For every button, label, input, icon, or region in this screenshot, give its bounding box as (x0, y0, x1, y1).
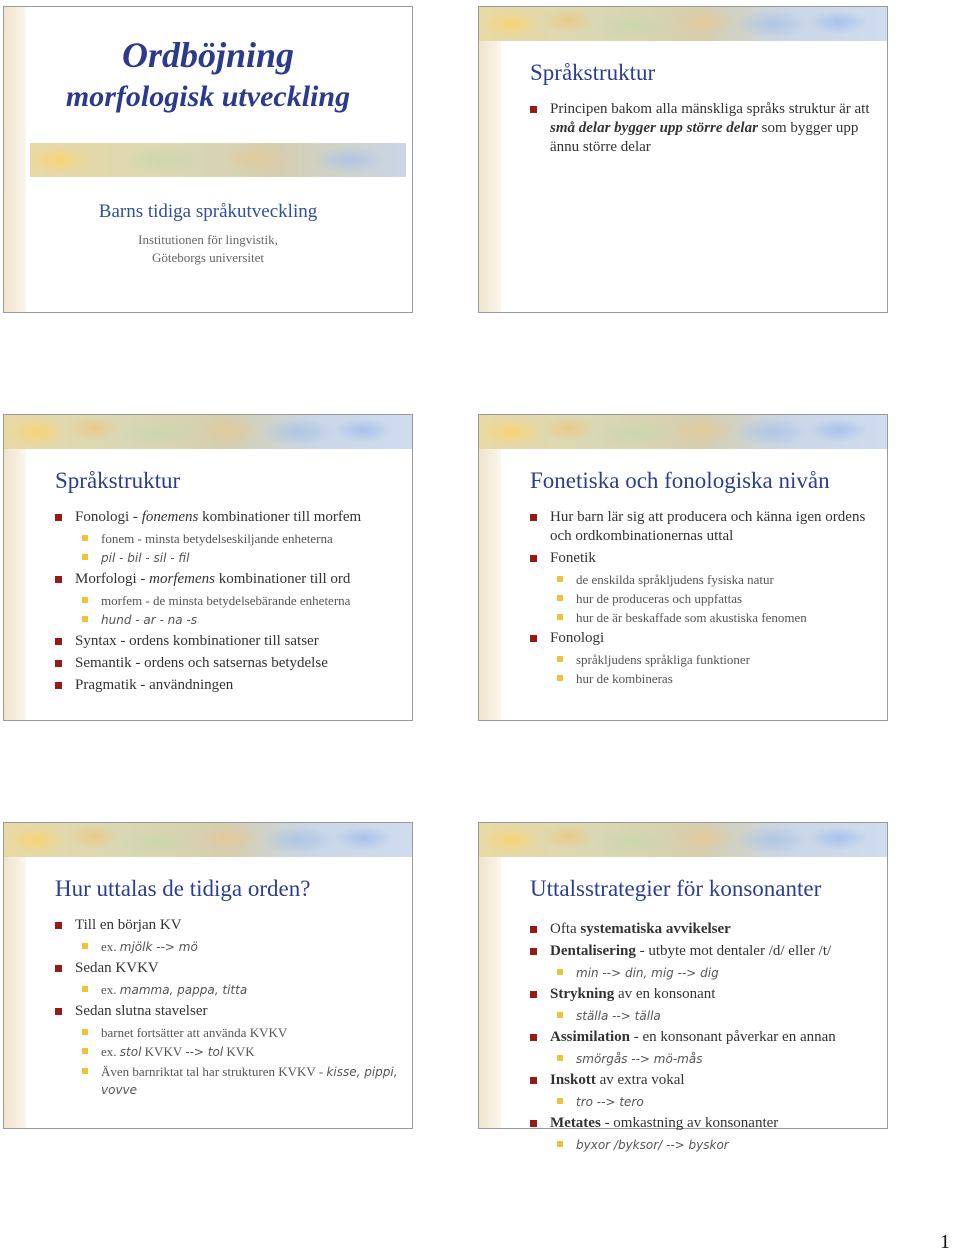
bullet-principle (530, 100, 873, 157)
bullet-square-icon (530, 926, 537, 933)
bullet-square-icon (557, 614, 563, 620)
bullet-emphasis: Inskott (550, 1072, 596, 1088)
bullet-text: Hur barn lär sig att producera och känna igen ordens och ordkombinationernas uttal (550, 509, 866, 544)
bullet-text: Principen bakom alla mänskliga språks struktur är att (550, 101, 870, 117)
sub-bullet-text: Även barnriktat tal har strukturen KVKV - (101, 1064, 327, 1079)
page-number: 1 (940, 1231, 950, 1253)
bullet-text: av extra vokal (595, 1072, 685, 1088)
slide-5-content (55, 913, 398, 1101)
flower-banner-image (30, 143, 406, 177)
bullet-text: kombinationer till ord (215, 571, 351, 587)
sub-bullet (530, 1050, 873, 1068)
bullet-fonologi (55, 508, 398, 527)
bullet-square-icon (557, 969, 563, 975)
bullet-morfologi (55, 570, 398, 589)
bullet-inskott (530, 1071, 873, 1090)
slide-5-title: Hur uttalas de tidiga orden? (55, 876, 311, 901)
sub-bullet (55, 592, 398, 609)
sub-bullet (530, 670, 873, 687)
sub-bullet-example: smörgås --> mö-mås (576, 1052, 703, 1066)
sub-bullet-text: hund - ar - na -s (101, 613, 197, 627)
sub-bullet (530, 609, 873, 626)
slide-3-title: Språkstruktur (55, 468, 181, 493)
sub-bullet (530, 1093, 873, 1111)
sub-bullet-text: morfem - de minsta betydelsebärande enheterna (101, 593, 351, 608)
bullet-square-icon (82, 943, 88, 949)
bullet-square-icon (55, 576, 62, 583)
slide-2 (478, 6, 888, 313)
sub-bullet-text: hur de kombineras (576, 671, 673, 686)
sub-bullet-text: ex. (101, 982, 120, 997)
slide-4-content (530, 505, 873, 689)
sub-bullet (530, 571, 873, 588)
bullet-square-icon (82, 616, 88, 622)
title-line-2: morfologisk utveckling (65, 80, 351, 113)
bullet-square-icon (82, 1068, 88, 1074)
sub-bullet (55, 1024, 398, 1041)
slide-4 (478, 414, 888, 721)
sub-bullet (55, 981, 398, 999)
bullet-square-icon (557, 595, 563, 601)
bullet-square-icon (55, 1008, 62, 1015)
bullet-emphasis: systematiska avvikelser (580, 921, 731, 937)
bullet-text: - utbyte mot dentaler /d/ eller /t/ (635, 943, 832, 959)
bullet-square-icon (82, 554, 88, 560)
bullet-emphasis: Strykning (550, 986, 615, 1002)
bullet-square-icon (557, 576, 563, 582)
bullet-intro (530, 508, 873, 546)
bullet-semantik (55, 654, 398, 673)
bullet-text: Sedan KVKV (75, 960, 159, 976)
bullet-syntax (55, 632, 398, 651)
slide-1 (3, 6, 413, 313)
sub-bullet-text: barnet fortsätter att använda KVKV (101, 1025, 288, 1040)
bullet-text: Semantik - ordens och satsernas betydelse (75, 655, 328, 671)
slide-6-title: Uttalsstrategier för konsonanter (530, 876, 822, 901)
bullet-text: av en konsonant (614, 986, 716, 1002)
flower-banner-image (479, 7, 887, 41)
bullet-assimilation (530, 1028, 873, 1047)
slide-decoration-strip (4, 823, 26, 1128)
bullet-emphasis: Assimilation (550, 1029, 631, 1045)
sub-bullet (55, 1063, 398, 1099)
slide-2-title: Språkstruktur (530, 60, 656, 85)
slide-6-content (530, 917, 873, 1156)
bullet-square-icon (55, 638, 62, 645)
bullet-square-icon (82, 1029, 88, 1035)
sub-bullet-example: --> tol (185, 1045, 224, 1059)
sub-bullet-text: KVKV (141, 1044, 186, 1059)
institute-line-1: Institutionen för lingvistik, (138, 232, 278, 247)
bullet-square-icon (55, 514, 62, 521)
sub-bullet (530, 590, 873, 607)
sub-bullet-example: kisse, pippi, vovve (101, 1065, 398, 1097)
bullet-kvkv (55, 959, 398, 978)
sub-bullet (530, 651, 873, 668)
bullet-text: Morfologi - (75, 571, 150, 587)
sub-bullet-text: ex. (101, 939, 120, 954)
slide-6 (478, 822, 888, 1152)
bullet-kv (55, 916, 398, 935)
sub-bullet (530, 1136, 873, 1154)
flower-banner-image (4, 823, 412, 857)
flower-banner-image (479, 823, 887, 857)
sub-bullet-example: mjölk --> mö (119, 940, 198, 954)
bullet-square-icon (530, 991, 537, 998)
flower-banner-image (479, 415, 887, 449)
bullet-text: Syntax - ordens kombinationer till satser (75, 633, 319, 649)
bullet-square-icon (530, 555, 537, 562)
sub-bullet-example: tro --> tero (576, 1095, 644, 1109)
bullet-square-icon (557, 1141, 563, 1147)
bullet-square-icon (557, 656, 563, 662)
sub-bullet-text: hur de produceras och uppfattas (576, 591, 743, 606)
sub-bullet-example: stol (119, 1045, 142, 1059)
sub-bullet-text: KVK (223, 1044, 255, 1059)
bullet-text: som bygger upp ännu större delar (550, 120, 859, 155)
bullet-text: Sedan slutna stavelser (75, 1003, 208, 1019)
bullet-fonologi (530, 629, 873, 648)
bullet-square-icon (557, 675, 563, 681)
bullet-text: Fonetik (550, 550, 596, 566)
bullet-square-icon (82, 1048, 88, 1054)
slide-3-content (55, 505, 398, 698)
bullet-text: kombinationer till morfem (198, 509, 362, 525)
sub-bullet (55, 549, 398, 567)
slide-decoration-strip (479, 7, 501, 312)
bullet-emphasis: morfemens (149, 571, 215, 587)
sub-bullet (530, 1007, 873, 1025)
bullet-square-icon (55, 660, 62, 667)
title-line-1: Ordböjning (121, 35, 295, 75)
bullet-metates (530, 1114, 873, 1133)
bullet-text: Till en början KV (75, 917, 182, 933)
sub-bullet (55, 938, 398, 956)
bullet-text: Fonologi - (75, 509, 142, 525)
bullet-square-icon (530, 106, 537, 113)
bullet-emphasis: Metates (550, 1115, 601, 1131)
bullet-slutna-stavelser (55, 1002, 398, 1021)
flower-banner-image (4, 415, 412, 449)
bullet-strykning (530, 985, 873, 1004)
bullet-square-icon (557, 1012, 563, 1018)
slide-3 (3, 414, 413, 721)
slide-decoration-strip (479, 823, 501, 1128)
bullet-avvikelser (530, 920, 873, 939)
bullet-square-icon (530, 1077, 537, 1084)
bullet-square-icon (82, 986, 88, 992)
sub-bullet-text: ex. (101, 1044, 120, 1059)
sub-bullet-text: pil - bil - sil - fil (101, 551, 190, 565)
bullet-square-icon (530, 1034, 537, 1041)
slide-5 (3, 822, 413, 1129)
bullet-square-icon (530, 514, 537, 521)
bullet-square-icon (530, 1120, 537, 1127)
bullet-square-icon (82, 597, 88, 603)
bullet-square-icon (530, 635, 537, 642)
bullet-square-icon (530, 948, 537, 955)
bullet-text: - en konsonant påverkar en annan (630, 1029, 836, 1045)
bullet-text: Pragmatik - användningen (75, 677, 234, 693)
bullet-fonetik (530, 549, 873, 568)
sub-bullet-text: fonem - minsta betydelseskiljande enheterna (101, 531, 333, 546)
institute-line-2: Göteborgs universitet (151, 250, 265, 265)
bullet-text: - omkastning av konsonanter (600, 1115, 779, 1131)
slide-1-title (24, 33, 392, 117)
sub-bullet (55, 530, 398, 547)
sub-bullet (55, 611, 398, 629)
sub-bullet-text: de enskilda språkljudens fysiska natur (576, 572, 774, 587)
bullet-emphasis: små delar bygger upp större delar (550, 120, 758, 136)
slide-decoration-strip (479, 415, 501, 720)
bullet-square-icon (55, 965, 62, 972)
slide-decoration-strip (4, 415, 26, 720)
slide-1-subtitle-block (14, 201, 402, 267)
bullet-text: Fonologi (550, 630, 605, 646)
bullet-emphasis: fonemens (141, 509, 199, 525)
subtitle: Barns tidiga språkutveckling (98, 201, 318, 222)
sub-bullet-example: byxor /byksor/ --> byskor (576, 1138, 729, 1152)
bullet-pragmatik (55, 676, 398, 695)
bullet-emphasis: Dentalisering (550, 943, 636, 959)
slide-4-title: Fonetiska och fonologiska nivån (530, 468, 830, 493)
sub-bullet-example: ställa --> tälla (576, 1009, 661, 1023)
sub-bullet-text: språkljudens språkliga funktioner (576, 652, 751, 667)
sub-bullet (530, 964, 873, 982)
sub-bullet-text: hur de är beskaffade som akustiska fenomen (576, 610, 807, 625)
slide-2-content (530, 97, 873, 160)
sub-bullet (55, 1043, 398, 1061)
bullet-square-icon (55, 922, 62, 929)
sub-bullet-example: mamma, pappa, titta (119, 983, 248, 997)
bullet-square-icon (82, 535, 88, 541)
sub-bullet-example: min --> din, mig --> dig (576, 966, 719, 980)
bullet-square-icon (55, 682, 62, 689)
bullet-square-icon (557, 1055, 563, 1061)
bullet-square-icon (557, 1098, 563, 1104)
bullet-dentalisering (530, 942, 873, 961)
bullet-text: Ofta (550, 921, 581, 937)
